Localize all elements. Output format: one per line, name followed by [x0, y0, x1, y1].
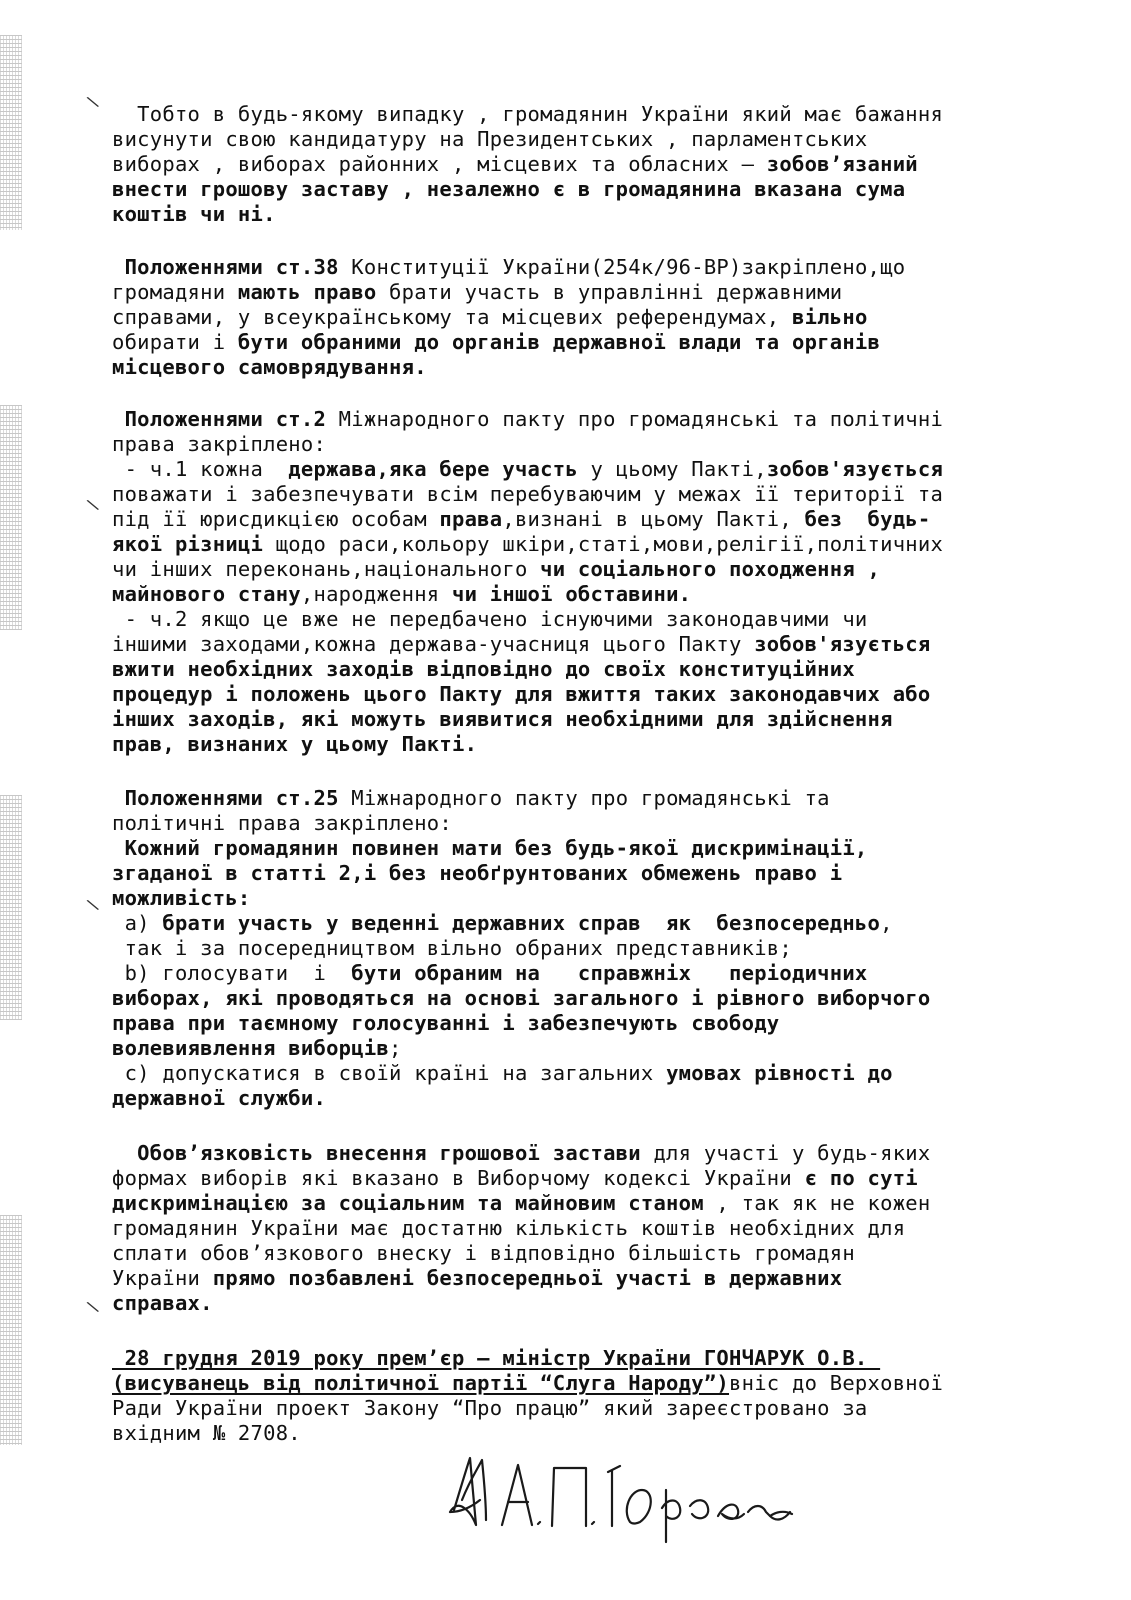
bold-text: зобов'язується [754, 632, 931, 656]
bold-text: можливість: [112, 886, 251, 910]
text: Міжнародного пакту про громадянські та політичні [326, 407, 944, 431]
bold-text: коштів чи ні. [112, 202, 276, 226]
text: , так як не кожен [703, 1191, 931, 1215]
text-line [112, 811, 452, 836]
bold-text: брати участь у веденні державних справ як безпосередньо [162, 911, 881, 935]
bold-text: бути обраними до органів державної влади та органів [237, 330, 881, 354]
bold-text: без будь- [804, 507, 931, 531]
bold-text: Положеннями ст.25 [112, 786, 339, 810]
text: c) допускатися в своїй країні на загальних [112, 1061, 667, 1085]
text: вніс до Верховної [729, 1371, 944, 1395]
text-line [112, 682, 930, 707]
text-line [112, 127, 868, 152]
text: виборах , виборах районних , місцевих та обласних — [112, 152, 767, 176]
text-line [112, 1241, 855, 1266]
bold-text: внести грошову заставу , незалежно є в громадянина вказана сума [112, 177, 906, 201]
bold-text: виборах, які проводяться на основі загального і рівного виборчого [112, 986, 931, 1010]
text: чи інших переконань,національного [112, 557, 541, 581]
text: висунути свою кандидатуру на Президентських , парламентських [112, 127, 868, 151]
bold-text: Кожний громадянин повинен мати без будь-якої дискримінації, [112, 836, 868, 860]
text-line [112, 836, 868, 861]
bold-text: держава,яка бере участь [288, 457, 578, 481]
text: ; [389, 1036, 402, 1060]
bold-text: вжити необхідних заходів відповідно до своїх конституційних [112, 657, 855, 681]
text: , [880, 911, 893, 935]
text-line [112, 1291, 213, 1316]
text-line [112, 861, 842, 886]
scan-margin-artifact [0, 1215, 22, 1445]
text-line [112, 407, 943, 432]
text-line [112, 986, 930, 1011]
text-line [112, 732, 477, 757]
bold-text: прав, визнаних у цьому Пакті. [112, 732, 478, 756]
bold-text: чи соціального походження , [540, 557, 881, 581]
text-line [112, 1266, 842, 1291]
text: громадяни [112, 280, 238, 304]
text-line [112, 280, 842, 305]
bold-text: права при таємному голосуванні і забезпечують свободу [112, 1011, 780, 1035]
text: вхідним № 2708. [112, 1421, 301, 1445]
text: - ч.2 якщо це вже не передбачено існуючими законодавчими чи [112, 607, 868, 631]
text: політичні права закріплено: [112, 811, 452, 835]
text: справами, у всеукраїнському та місцевих референдумах, [112, 305, 792, 329]
text: України [112, 1266, 213, 1290]
text-line [112, 607, 868, 632]
underlined-bold-text: 28 грудня 2019 року прем’єр — міністр України ГОНЧАРУК О.В. [112, 1346, 881, 1370]
text: - ч.1 кожна [112, 457, 289, 481]
text-line [112, 911, 893, 936]
text-line [112, 961, 868, 986]
text: права закріплено: [112, 432, 327, 456]
text-line [112, 1086, 326, 1111]
text-line [112, 152, 918, 177]
text: ,народження [300, 582, 452, 606]
bold-text: Положеннями ст.2 [112, 407, 327, 431]
text-line [112, 305, 868, 330]
text-line [112, 355, 427, 380]
text-line [112, 936, 792, 961]
bold-text: дискримінацією за соціальним та майновим станом [112, 1191, 704, 1215]
text: брати участь в управлінні державними [376, 280, 843, 304]
text-line [112, 1396, 868, 1421]
bold-text: місцевого самоврядування. [112, 355, 427, 379]
text-line [112, 657, 855, 682]
text-line [112, 482, 943, 507]
text-line [112, 1191, 931, 1216]
text: громадянин України має достатню кількість коштів необхідних для [112, 1216, 906, 1240]
text-line [112, 330, 880, 355]
text-line [112, 1421, 301, 1446]
text-line [112, 1036, 402, 1061]
text-line [112, 507, 931, 532]
scan-margin-artifact [0, 35, 22, 230]
bold-text: права [439, 507, 503, 531]
text: у цьому Пакті, [577, 457, 767, 481]
text-line [112, 1346, 880, 1371]
text: Міжнародного пакту про громадянські та [338, 786, 830, 810]
text-line [112, 786, 830, 811]
margin-tick-mark: \ [84, 493, 102, 516]
bold-text: зобов’язаний [766, 152, 918, 176]
text: так і за посередництвом вільно обраних представників; [112, 936, 792, 960]
scan-margin-artifact [0, 795, 22, 1020]
bold-text: Обов’язковість внесення грошової застави [112, 1141, 641, 1165]
text: обирати і [112, 330, 238, 354]
scan-margin-artifact [0, 405, 22, 630]
text-line [112, 1011, 779, 1036]
text-line [112, 1216, 905, 1241]
margin-tick-mark: \ [84, 893, 102, 916]
text: Конституції України(254к/96-ВР)закріплено,що [338, 255, 906, 279]
bold-text: майнового стану [112, 582, 301, 606]
text: іншими заходами,кожна держава-учасниця цього Пакту [112, 632, 755, 656]
text-line [112, 532, 943, 557]
text-line [112, 1061, 893, 1086]
text-line [112, 632, 931, 657]
text-line [112, 255, 905, 280]
text-line [112, 886, 251, 911]
bold-text: інших заходів, які можуть виявитися необхідними для здійснення [112, 707, 893, 731]
text-line [112, 1371, 943, 1396]
text-line [112, 202, 276, 227]
text-line [112, 1166, 918, 1191]
underlined-bold-text: (висуванець від політичної партії “Слуга Народу”) [112, 1371, 730, 1395]
bold-text: процедур і положень цього Пакту для вжиття таких законодавчих або [112, 682, 931, 706]
bold-text: чи іншої обставини. [452, 582, 692, 606]
bold-text: справах. [112, 1291, 213, 1315]
bold-text: згаданої в статті 2,і без необґрунтованих обмежень право і [112, 861, 843, 885]
text-line [112, 457, 943, 482]
bold-text: волевиявлення виборців [112, 1036, 390, 1060]
bold-text: є по суті [804, 1166, 918, 1190]
handwritten-signature [440, 1450, 800, 1550]
text: сплати обов’язкового внеску і відповідно більшість громадян [112, 1241, 855, 1265]
text: формах виборів які вказано в Виборчому кодексі України [112, 1166, 805, 1190]
bold-text: мають право [237, 280, 377, 304]
text-line [112, 432, 326, 457]
margin-tick-mark: \ [84, 1295, 102, 1318]
text-line [112, 1141, 931, 1166]
text: щодо раси,кольору шкіри,статі,мови,релігії,політичних [263, 532, 944, 556]
text-line [112, 102, 943, 127]
text-line [112, 582, 691, 607]
text: під її юрисдикцією особам [112, 507, 440, 531]
text: Ради України проект Закону “Про працю” який зареєстровано за [112, 1396, 868, 1420]
text: для участі у будь-яких [640, 1141, 931, 1165]
text-line [112, 177, 905, 202]
bold-text: Положеннями ст.38 [112, 255, 339, 279]
bold-text: вільно [791, 305, 868, 329]
bold-text: умовах рівності до [666, 1061, 893, 1085]
bold-text: прямо позбавлені безпосередньої участі в державних [212, 1266, 843, 1290]
text: b) голосувати і [112, 961, 352, 985]
text: поважати і забезпечувати всім перебуваючим у межах її території та [112, 482, 944, 506]
text: ,визнані в цьому Пакті, [502, 507, 805, 531]
text-line [112, 557, 880, 582]
text: Тобто в будь-якому випадку , громадянин України який має бажання [112, 102, 944, 126]
margin-tick-mark: \ [84, 90, 102, 113]
bold-text: зобов'язується [766, 457, 944, 481]
bold-text: бути обраним на справжніх періодичних [351, 961, 868, 985]
text-line [112, 707, 893, 732]
bold-text: державної служби. [112, 1086, 327, 1110]
text: a) [112, 911, 163, 935]
bold-text: якої різниці [112, 532, 264, 556]
